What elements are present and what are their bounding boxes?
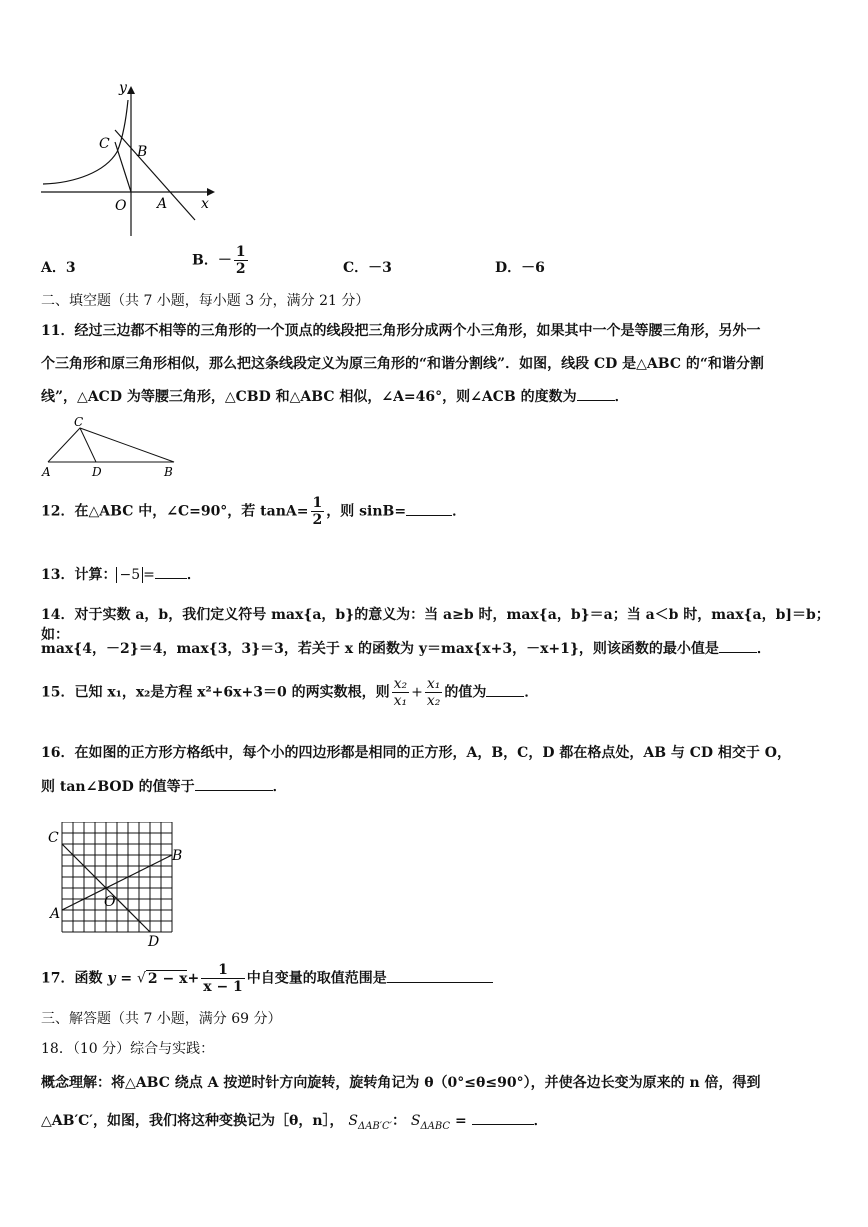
q10-option-d: D．－6 (495, 260, 545, 276)
q16-answer-blank[interactable] (195, 776, 273, 791)
q16-line2: 则 tan∠BOD 的值等于 ． (41, 776, 831, 796)
label-x: x (201, 196, 209, 212)
label-b: B (137, 144, 148, 160)
fraction-one-over-x-minus-1: $\frac{1}{x - 1}$ (203, 962, 243, 996)
label-c: C (99, 136, 110, 152)
fraction-x2-over-x1: $\frac{\text{x₂}}{\text{x₁}}$ (393, 676, 408, 710)
y-axis-arrow-icon (127, 86, 135, 94)
q17-answer-blank[interactable] (387, 968, 493, 983)
q15-answer-blank[interactable] (486, 682, 524, 697)
fig11-label-d: D (92, 465, 102, 478)
q17-line: 17．函数 y = √ 2 − x+ $\frac{1}{x - 1}$ 中自变量的取值范围是 (41, 962, 493, 995)
q18-heading: 18．（10 分）综合与实践： (41, 1041, 215, 1057)
fraction-one-half: $\frac{1}{2}$ (312, 495, 323, 529)
fig11-label-a: A (42, 465, 51, 478)
q10-option-a: A．3 (41, 260, 76, 276)
q15-line: 15．已知 x₁，x₂是方程 x²+6x+3＝0 的两实数根，则 $\frac{\text{x₂}}{\text{x₁}}$ + $\frac{\text{x₁}}{\text{x₂}}$ 的值为 ． (41, 676, 539, 710)
label-y: y (119, 80, 127, 96)
q11-triangle-figure (38, 414, 184, 478)
q11-line1: 11．经过三边都不相等的三角形的一个顶点的线段把三角形分成两个小三角形，如果其中一个是等腰三角形，另外一 (41, 323, 761, 339)
absolute-value-expression: −5 (116, 567, 143, 583)
label-a: A (157, 196, 168, 212)
function-graph (35, 80, 215, 240)
q10-option-b: B．－ $\frac{1}{2}$ (192, 244, 246, 278)
fig16-label-o: O (104, 894, 116, 910)
section2-title: 二、填空题（共 7 小题，每小题 3 分，满分 21 分） (41, 293, 370, 309)
q11-answer-blank[interactable] (577, 386, 615, 401)
segment-oc (115, 142, 131, 192)
square-root-icon: √ (136, 970, 146, 987)
line-through-a-b (115, 130, 195, 220)
q13-line: 13．计算： −5 = ． (41, 564, 201, 584)
section3-title: 三、解答题（共 7 小题，满分 69 分） (41, 1011, 282, 1027)
fig16-label-c: C (48, 830, 59, 846)
q13-answer-blank[interactable] (155, 564, 187, 579)
fraction-one-half: $\frac{1}{2}$ (235, 244, 246, 278)
fig11-label-b: B (164, 465, 173, 478)
q10-option-c: C．－3 (343, 260, 392, 276)
q12-answer-blank[interactable] (406, 501, 452, 516)
fig16-label-b: B (172, 848, 183, 864)
fig11-label-c: C (74, 415, 84, 429)
q11-line2: 个三角形和原三角形相似，那么把这条线段定义为原三角形的“和谐分割线”．如图，线段 CD 是△ABC 的“和谐分割 (41, 356, 764, 372)
q14-line1: 14．对于实数 a，b，我们定义符号 max{a，b}的意义为：当 a≥b 时，max{a，b}＝a；当 a＜b 时，max{a，b]＝b；如： (41, 607, 830, 643)
q14-line2: max{4，－2}＝4，max{3，3}＝3，若关于 x 的函数为 y＝max{x+3，－x+1}，则该函数的最小值是 ． (41, 638, 831, 658)
q18-line1: 概念理解：将△ABC 绕点 A 按逆时针方向旋转，旋转角记为 θ（0°≤θ≤90°），并使各边长变为原来的 n 倍，得到 (41, 1075, 761, 1091)
q14-answer-blank[interactable] (719, 638, 757, 653)
q11-line3: 线”，△ACD 为等腰三角形，△CBD 和△ABC 相似，∠A=46°，则∠ACB 的度数为 ． (41, 386, 831, 406)
triangle-abc (48, 428, 174, 462)
square-grid (62, 822, 172, 932)
q12-line: 12．在△ABC 中，∠C=90°，若 tanA= $\frac{1}{2}$ ，则 sinB= ． (41, 495, 467, 529)
q16-line1: 16．在如图的正方形方格纸中，每个小的四边形都是相同的正方形，A，B，C，D 都在格点处，AB 与 CD 相交于 O， (41, 745, 792, 761)
fraction-x1-over-x2: $\frac{\text{x₁}}{\text{x₂}}$ (426, 676, 441, 710)
radicand: 2 − x (147, 970, 188, 987)
q18-line2: △AB′C′，如图，我们将这种变换记为［θ，n］， $S_{\Delta AB'C'}$： $S_{\Delta ABC}$ = ． (41, 1110, 548, 1132)
x-axis-arrow-icon (207, 188, 215, 196)
label-o: O (115, 198, 127, 214)
fig16-label-a: A (50, 906, 61, 922)
fig16-label-d: D (148, 934, 160, 948)
q16-grid-figure (44, 822, 194, 948)
q18-answer-blank[interactable] (472, 1110, 534, 1125)
